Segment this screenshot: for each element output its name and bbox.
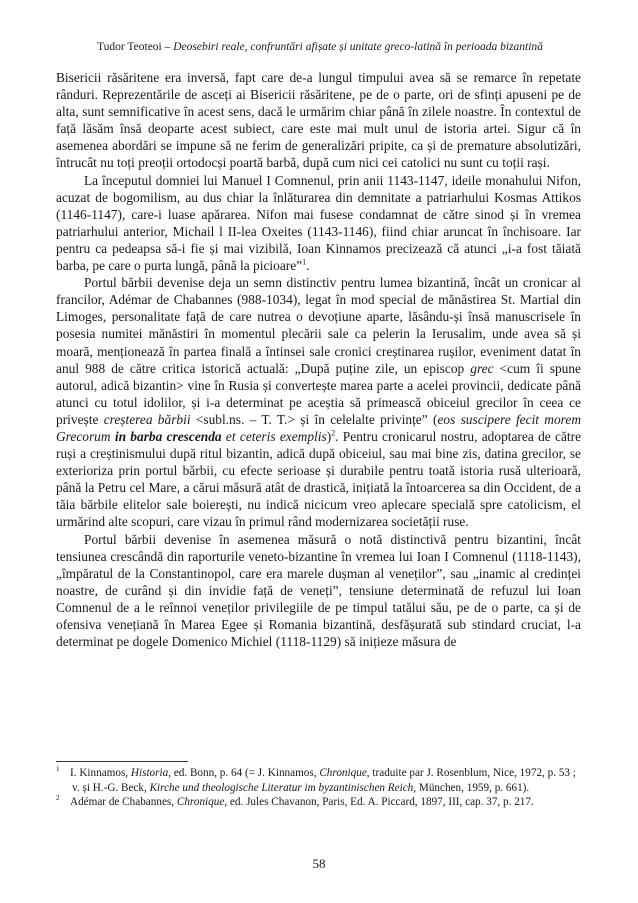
footnote-ref-1[interactable]: 1 — [302, 257, 307, 267]
footnote-1-text-a: I. Kinnamos, — [70, 767, 131, 779]
paragraph-2-text: La începutul domniei lui Manuel I Comnenul, prin anii 1143-1147, ideile monahului Nifon, acuzat de bogomilism, au dus chiar la înlăturarea din demnitate a patriarhului Kosmas Attikos (1146-1147), care-i luase apărarea. Nifon mai fusese condamnat de către sinod și în vremea patriarhului anterior, Michail l II-lea Oxeites (1143-1146), fiind chiar aruncat în închisoare. Iar pentru ca pedeapsa să-i fie și mai vizibilă, Ioan Kinnamos precizează că atunci „i-a fost tăiată barba, pe care o purta lungă, până la picioare” — [56, 172, 581, 274]
paragraph-2-end: . — [306, 258, 310, 274]
running-head-separator: – — [161, 41, 174, 53]
italic-cresterea-barbii: creșterea bărbii — [103, 411, 191, 427]
paragraph-3-part-d: ) — [326, 428, 332, 444]
paragraph-3-part-c: <subl.ns. – T. T.> și în celelalte privințe” ( — [190, 411, 438, 427]
paragraph-4: Portul bărbii devenise în asemenea măsură o notă distinctivă pentru bizantini, încât tensiunea crescândă din raporturile veneto-bizantine în vremea lui Ioan I Comnenul (1118-1143), „împăratul de la Constantinopol, care era marele dușman al veneților”, sau „inamic al credinței noastre, de curând și din invidie față de veneți”, tensiune determinată de refuzul lui Ioan Comnenul de a le reînnoi veneților privilegiile de pe timpul tatălui său, pe de o parte, ca și de ofensiva venețiană în Marea Egee și Romania bizantină, desfășurată sub stindard cruciat, l-a determinat pe dogele Domenico Michiel (1118-1129) să inițieze măsura de — [56, 531, 581, 650]
footnote-2: $^2$ Adémar de Chabannes, Chronique, ed. Jules Chavanon, Paris, Ed. A. Piccard, 1897, III, cap. 37, p. 217. — [56, 794, 534, 809]
paragraph-3-part-a: Portul bărbii devenise deja un semn distinctiv pentru lumea bizantină, încât un cronicar al francilor, Adémar de Chabannes (988-1034), legat în mod special de mănăstirea St. Martial din Limoges, personalitate față de care nutrea o devoțiune aparte, lăsându-și însă manuscrisele în posesia numitei mănăstiri în momentul plecării sale ca pelerin la Ierusalim, unde avea să și moară, menționează în partea finală a întinsei sale cronici creștinarea rușilor, eveniment datat în anul 988 de către critica istorică actuală: „După puține zile, un episcop — [56, 275, 581, 376]
latin-quote-1: eos suscipere fecit morem Grecorum — [56, 411, 581, 444]
footnote-2-text-a: Adémar de Chabannes, — [70, 796, 177, 809]
paragraph-3 — [56, 274, 581, 530]
paragraph-3-part-b: <cum îi spune autorul, adică bizantin> vine în Rusia și convertește marea parte a acelei provincii, dedicate până atunci cu totul idolilor, și i-a determinat pe aceștia să primească obiceiul grecilor în ceea ce privește — [56, 360, 581, 427]
page-number: 58 — [312, 856, 326, 871]
italic-grec: grec — [470, 360, 494, 376]
footnote-1-historia: Historia — [130, 767, 169, 779]
running-head-title: Deosebiri reale, confruntări afișate și unitate greco-latină în perioada bizantină — [173, 41, 543, 53]
footnote-1: $^1$ I. Kinnamos, Historia, ed. Bonn, p. 64 (= J. Kinnamos, Chronique, traduite par J. Rosenblum, Nice, 1972, p. 53 ; v. și H.-G. Beck, Kirche und theologische Literatur im byzantinischen Reich, München, 1959, p. 661). — [56, 765, 576, 794]
footnote-1-kirche: Kirche und theologische Literatur im byzantinischen Reich — [149, 781, 414, 794]
footnote-separator — [56, 761, 188, 762]
footnote-1-chronique: Chronique — [319, 767, 367, 779]
footnote-1-text-c: , traduite par J. Rosenblum, Nice, 1972, p. 53 ; v. și H.-G. Beck, — [72, 767, 576, 794]
running-head-author: Tudor Teoteoi — [97, 41, 162, 53]
latin-quote-2: et ceteris exemplis — [221, 428, 327, 444]
paragraph-2 — [56, 172, 581, 275]
latin-quote-bold: in barba crescenda — [114, 428, 222, 444]
running-head — [60, 40, 580, 54]
footnotes — [56, 766, 581, 810]
body-text — [56, 69, 581, 650]
footnote-2-chronique: Chronique — [176, 796, 225, 809]
footnote-1-text-d: , München, 1959, p. 661). — [413, 781, 530, 794]
footnote-ref-2[interactable]: 2 — [331, 428, 336, 438]
paragraph-1: Bisericii răsăritene era inversă, fapt care de-a lungul timpului avea să se remarce în repetate rânduri. Reprezentările de asceți ai Bisericii răsăritene, pe de o parte, ori de sfinți apuseni pe de alta, sunt semnificative în acest sens, dacă le urmărim chiar până în zilele noastre. În contextul de față lăsăm însă deoparte acest subiect, care este mai mult unul de istoria artei. Sigur că în asemenea abordări se impune să ne ferim de generalizări pripite, ca și de premature absolutizări, întrucât nu toți preoții ortodocși poartă barbă, după cum nici cei catolici nu sunt cu toții rași. — [56, 70, 581, 171]
paragraph-3-part-e: . Pentru cronicarul nostru, adoptarea de către ruși a creștinismului după ritul bizantin, adică după obiceiul, sau mai bine zis, datina grecilor, se exterioriza prin portul bărbii, cu efecte serioase și durabile pentru toată istoria rusă ulterioară, până la Petru cel Mare, a cărui măsură atât de drastică, inițiată la întoarcerea sa din Occident, de a tăia bărbile elitelor sale boierești, nu indică nicicum vreo aplecare specială spre catolicism, el urmărind alte scopuri, care vizau în primul rând modernizarea societății ruse. — [56, 428, 582, 530]
footnote-2-text-b: , ed. Jules Chavanon, Paris, Ed. A. Piccard, 1897, III, cap. 37, p. 217. — [224, 796, 534, 809]
footnote-1-text-b: , ed. Bonn, p. 64 (= J. Kinnamos, — [168, 767, 320, 779]
